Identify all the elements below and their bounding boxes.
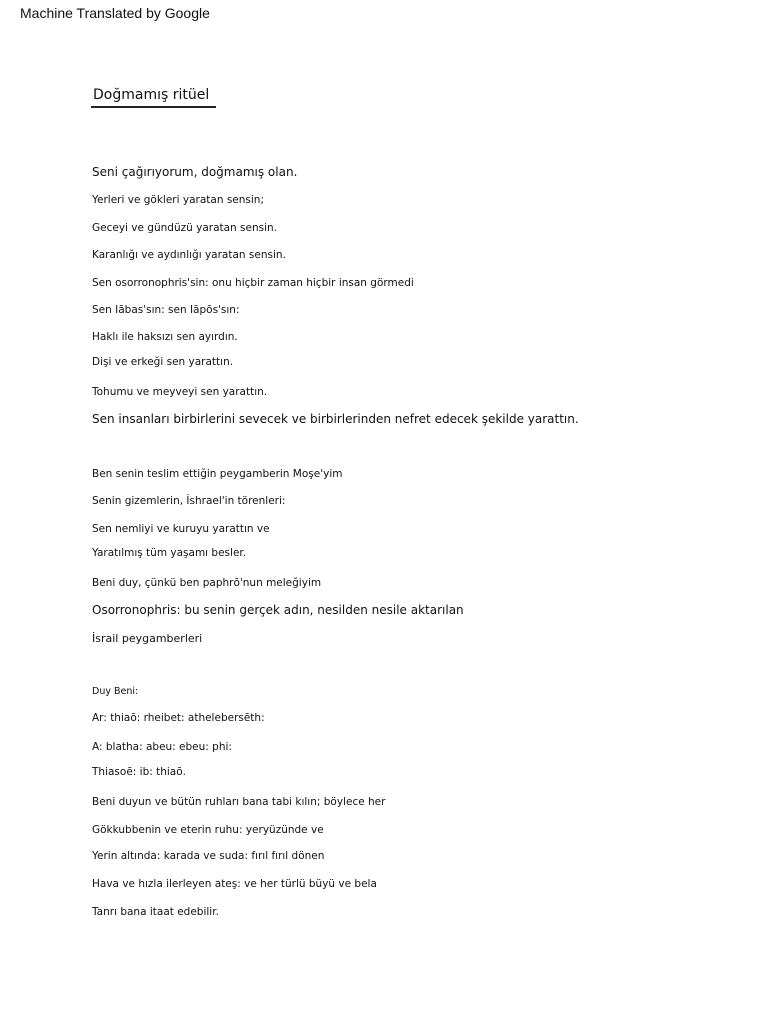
- text-line: Haklı ile haksızı sen ayırdın.: [92, 331, 238, 343]
- text-line: Karanlığı ve aydınlığı yaratan sensin.: [92, 249, 286, 261]
- text-line: Yerleri ve gökleri yaratan sensin;: [92, 194, 264, 206]
- text-line: Ar: thiaō: rheibet: athelebersēth:: [92, 712, 265, 724]
- text-line: Geceyi ve gündüzü yaratan sensin.: [92, 222, 278, 234]
- machine-translated-label: Machine Translated by Google: [20, 5, 210, 21]
- text-line: Osorronophris: bu senin gerçek adın, nesilden nesile aktarılan: [92, 603, 464, 617]
- text-line: Yerin altında: karada ve suda: fırıl fırıl dönen: [92, 850, 325, 862]
- text-line: Ben senin teslim ettiğin peygamberin Moşe'yim: [92, 468, 343, 480]
- text-line: A: blatha: abeu: ebeu: phi:: [92, 741, 232, 753]
- text-line: Dişi ve erkeği sen yarattın.: [92, 356, 234, 368]
- text-line: Duy Beni:: [92, 686, 139, 697]
- text-line: Hava ve hızla ilerleyen ateş: ve her türlü büyü ve bela: [92, 878, 377, 890]
- text-line: Thiasoē: ib: thiaō.: [92, 766, 186, 778]
- text-line: Beni duy, çünkü ben paphrō'nun meleğiyim: [92, 577, 322, 589]
- text-line: Gökkubbenin ve eterin ruhu: yeryüzünde ve: [92, 824, 324, 836]
- document-title: Doğmamış ritüel: [93, 87, 210, 103]
- text-line: Sen osorronophris'sin: onu hiçbir zaman hiçbir insan görmedi: [92, 277, 414, 289]
- text-line: Sen nemliyi ve kuruyu yarattın ve: [92, 523, 270, 535]
- text-line: Sen Iābas'sın: sen Iāpōs'sın:: [92, 304, 240, 316]
- text-line: Tanrı bana itaat edebilir.: [92, 906, 219, 918]
- text-line: İsrail peygamberleri: [92, 632, 203, 645]
- text-line: Beni duyun ve bütün ruhları bana tabi kılın; böylece her: [92, 796, 386, 808]
- text-line: Senin gizemlerin, İshrael'in törenleri:: [92, 495, 286, 507]
- text-line: Sen insanları birbirlerini sevecek ve birbirlerinden nefret edecek şekilde yarattın.: [92, 412, 579, 426]
- text-line: Yaratılmış tüm yaşamı besler.: [92, 547, 247, 559]
- title-underline: [91, 106, 216, 108]
- text-line: Tohumu ve meyveyi sen yarattın.: [92, 386, 268, 398]
- text-line: Seni çağırıyorum, doğmamış olan.: [92, 165, 298, 179]
